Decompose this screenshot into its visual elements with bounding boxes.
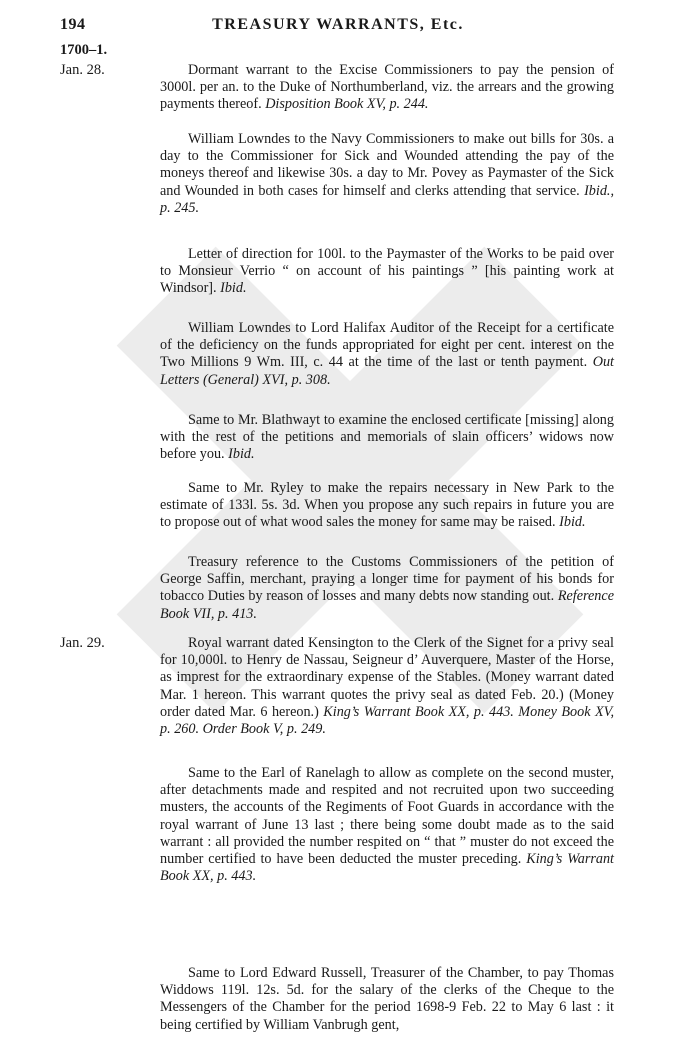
date-margin: Jan. 29. — [60, 635, 105, 651]
entry — [160, 554, 614, 623]
entry-reference: King’s Warrant Book XX, p. 443. — [160, 851, 614, 885]
entry-text: William Lowndes to Lord Halifax Auditor of the Receipt for a certificate of the deficiency on the funds appropriated for eight per cent. interest on the Two Millions 9 Wm. III, c. 44 at the time of the last or tenth payment. — [160, 320, 614, 371]
entry-text: Letter of direction for 100l. to the Paymaster of the Works to be paid over to Monsieur Verrio “ on account of his paintings ” [his painting work at Windsor]. — [160, 246, 614, 297]
year-margin: 1700–1. — [60, 42, 108, 58]
entry-text: Treasury reference to the Customs Commissioners of the petition of George Saffin, merchant, praying a longer time for payment of his bonds for tobacco Duties by reason of losses and many debts now standing out. — [160, 554, 614, 605]
entry-text: Same to Mr. Ryley to make the repairs necessary in New Park to the estimate of 133l. 5s. 3d. When you propose any such repairs in future you are to propose out of what wood sales the money for same may be raised. — [160, 480, 614, 531]
date-margin: Jan. 28. — [60, 62, 105, 78]
entry-reference: Ibid. — [559, 514, 586, 531]
entry-reference: King’s Warrant Book XX, p. 443. Money Book XV, p. 260. Order Book V, p. 249. — [160, 703, 614, 738]
entry-text: Dormant warrant to the Excise Commissioners to pay the pension of 3000l. per an. to the Duke of Northumberland, viz. the arrears and the growing payments thereof. — [160, 62, 614, 113]
entry — [160, 480, 614, 532]
entry — [160, 320, 614, 389]
entry-reference: Ibid. — [228, 446, 255, 463]
entry-reference: Ibid., p. 245. — [160, 182, 615, 216]
entry-reference: Ibid. — [220, 280, 247, 297]
entry-text: Same to the Earl of Ranelagh to allow as complete on the second muster, after detachments made and respited and not recruited upon two succeeding musters, the accounts of the Regiments of Foot Guards in accordance with the royal warrant of June 13 last ; there being some doubt made as to the said warrant : all provided the number respited on “ that ” muster do not exceed the number certified to have been deducted the muster preceding. — [160, 765, 614, 868]
entry-text: Royal warrant dated Kensington to the Clerk of the Signet for a privy seal for 10,000l. to Henry de Nassau, Seigneur d’ Auverquere, Master of the Horse, as imprest for the extraordinary expense of the Stables. (Money warrant dated Mar. 1 hereon. This warrant quotes the privy seal as dated Feb. 20.) (Money order dated Mar. 6 hereon.) — [160, 635, 614, 720]
entry — [160, 965, 614, 1034]
entry — [160, 131, 614, 217]
page-header — [60, 16, 616, 40]
entry — [160, 62, 614, 114]
entry-reference: Reference Book VII, p. 413. — [160, 588, 614, 622]
entry — [160, 246, 614, 298]
entry-reference: Out Letters (General) XVI, p. 308. — [160, 354, 614, 388]
entry-reference: Disposition Book XV, p. 244. — [265, 96, 429, 113]
entry-text: Same to Mr. Blathwayt to examine the enclosed certificate [missing] along with the rest of the petitions and memorials of slain officers’ widows now before you. — [160, 412, 614, 463]
entry-text: William Lowndes to the Navy Commissioners to make out bills for 30s. a day to the Commissioner for Sick and Wounded attending the pay of the moneys thereof and likewise 30s. a day to Mr. Povey as Paymaster of the Sick and Wounded in both cases for himself and clerks attending that service. — [160, 131, 614, 199]
running-title: TREASURY WARRANTS, Etc. — [212, 16, 464, 33]
entry — [160, 412, 614, 464]
page-number: 194 — [60, 16, 86, 33]
entry — [160, 765, 614, 885]
entry — [160, 635, 614, 738]
entry-text: Same to Lord Edward Russell, Treasurer of the Chamber, to pay Thomas Widdows 119l. 12s. 5d. for the salary of the clerks of the Cheque to the Messengers of the Chamber for the period 1698-9 Feb. 22 to May 6 last : it being certified by William Vanbrugh gent, — [160, 965, 614, 1033]
